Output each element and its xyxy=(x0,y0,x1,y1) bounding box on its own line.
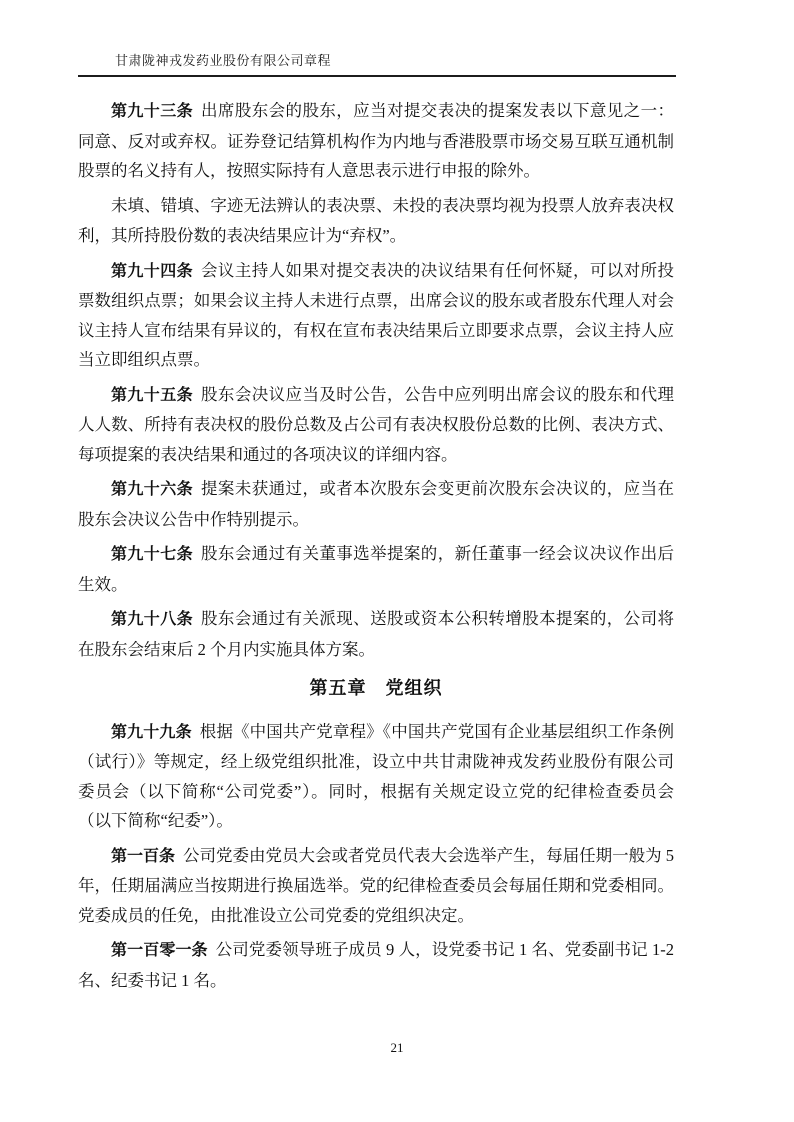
chapter-heading: 第五章 党组织 xyxy=(309,678,443,698)
article-text: 股东会通过有关董事选举提案的，新任董事一经会议决议作出后生效。 xyxy=(78,544,674,594)
article-paragraph xyxy=(78,604,674,664)
article-paragraph xyxy=(78,380,674,470)
article-paragraph xyxy=(78,191,674,251)
article-paragraph xyxy=(78,96,674,186)
article-number: 第九十九条 xyxy=(111,723,192,741)
article-number: 第一百条 xyxy=(111,847,176,865)
article-number: 第九十六条 xyxy=(111,481,194,498)
article-text: 未填、错填、字迹无法辨认的表决票、未投的表决票均视为投票人放弃表决权利，其所持股份数的表决结果应计为“弃权”。 xyxy=(78,195,674,245)
page-header xyxy=(78,50,676,77)
article-text: 提案未获通过，或者本次股东会变更前次股东会决议的，应当在股东会决议公告中作特别提示。 xyxy=(78,479,674,529)
article-text: 会议主持人如果对提交表决的决议结果有任何怀疑，可以对所投票数组织点票；如果会议主持人未进行点票，出席会议的股东或者股东代理人对会议主持人宣布结果有异议的，有权在宣布表决结果后立即要求点票，会议主持人应当立即组织点票。 xyxy=(78,260,674,369)
page-number: 21 xyxy=(390,1040,404,1055)
article-text: 股东会通过有关派现、送股或资本公积转增股本提案的，公司将在股东会结束后 2 个月内实施具体方案。 xyxy=(78,609,674,659)
document-body xyxy=(78,96,674,1000)
article-paragraph xyxy=(78,841,674,931)
article-paragraph xyxy=(78,474,674,534)
article-text: 公司党委由党员大会或者党员代表大会选举产生，每届任期一般为 5 年，任期届满应当按期进行换届选举。党的纪律检查委员会每届任期和党委相同。党委成员的任免，由批准设立公司党委的党组织决定。 xyxy=(78,845,674,925)
article-number: 第一百零一条 xyxy=(111,942,208,959)
page-footer xyxy=(0,1040,794,1056)
article-text: 公司党委领导班子成员 9 人，设党委书记 1 名、党委副书记 1-2 名、纪委书记 1 名。 xyxy=(78,940,674,990)
article-number: 第九十七条 xyxy=(111,546,194,563)
article-number: 第九十三条 xyxy=(111,103,194,120)
article-number: 第九十八条 xyxy=(111,611,194,628)
article-paragraph xyxy=(78,539,674,599)
article-paragraph xyxy=(78,935,674,995)
article-number: 第九十四条 xyxy=(111,262,194,280)
article-text: 股东会决议应当及时公告，公告中应列明出席会议的股东和代理人人数、所持有表决权的股份总数及占公司有表决权股份总数的比例、表决方式、每项提案的表决结果和通过的各项决议的详细内容。 xyxy=(78,384,674,464)
article-paragraph xyxy=(78,256,674,375)
article-paragraph xyxy=(78,717,674,836)
article-text: 出席股东会的股东，应当对提交表决的提案发表以下意见之一：同意、反对或弃权。证券登记结算机构作为内地与香港股票市场交易互联互通机制股票的名义持有人，按照实际持有人意思表示进行申报的除外。 xyxy=(78,101,674,180)
article-text: 根据《中国共产党章程》《中国共产党国有企业基层组织工作条例（试行）》等规定，经上级党组织批准，设立中共甘肃陇神戎发药业股份有限公司委员会（以下简称“公司党委”）。同时，根据有关规定设立党的纪律检查委员会（以下简称“纪委”）。 xyxy=(78,721,674,830)
article-number: 第九十五条 xyxy=(111,386,194,404)
header-title: 甘肃陇神戎发药业股份有限公司章程 xyxy=(115,53,332,68)
